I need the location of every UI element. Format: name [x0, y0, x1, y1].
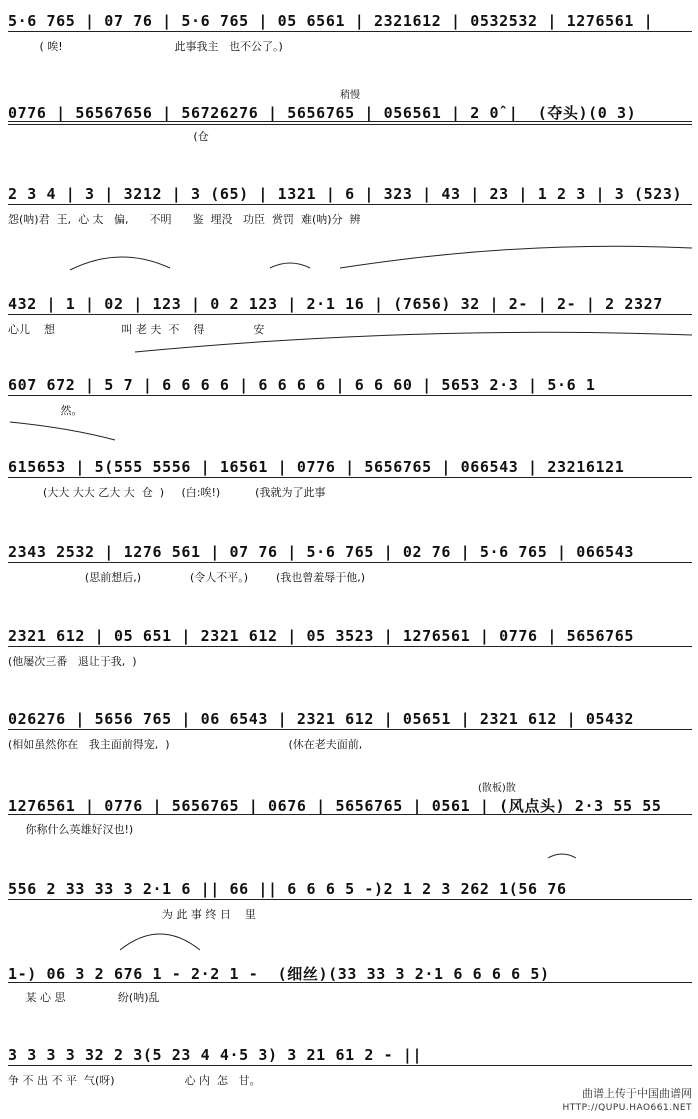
beat-underline: [8, 121, 692, 122]
watermark: [563, 1087, 692, 1115]
beat-underline: [8, 477, 692, 478]
notes: 2 3 4 | 3 | 3212 | 3 (65) | 1321 | 6 | 323 | 43 | 23 | 1 2 3 | 3 (523): [8, 185, 683, 203]
watermark-text: 曲谱上传于中国曲谱网: [582, 1087, 692, 1100]
beat-underline: [8, 1065, 692, 1066]
lyrics: (相如虽然你在 我主面前得宠, ) (休在老夫面前,: [8, 738, 363, 751]
notes: 1276561 | 0776 | 5656765 | 0676 | 5656765 | 0561 | (风点头) 2·3 55 55: [8, 797, 662, 815]
beat-underline: [8, 124, 692, 125]
lyrics: (思前想后,) (令人不平。) (我也曾羞辱于他,): [8, 571, 366, 584]
notes: 026276 | 5656 765 | 06 6543 | 2321 612 | 05651 | 2321 612 | 05432: [8, 710, 634, 728]
beat-underline: [8, 729, 692, 730]
lyrics: 争 不 出 不 平 气(呀) 心 内 怎 甘。: [8, 1074, 261, 1087]
beat-underline: [8, 899, 692, 900]
lyrics: 你称什么英雄好汉也!): [8, 823, 134, 836]
lyrics: 为 此 事 终 日 里: [8, 908, 256, 921]
lyrics: (仓: [8, 130, 209, 143]
lyrics: 怨(呐)君 王, 心 太 偏, 不明 鉴 埋没 功臣 赏罚 难(呐)分 辨: [8, 213, 361, 226]
beat-underline: [8, 204, 692, 205]
tempo-mark: (散板)散: [478, 783, 516, 794]
lyrics: 心儿 想 叫 老 夫 不 得 安: [8, 323, 265, 336]
notes: 1-) 06 3 2 676 1 - 2·2 1 - (细丝)(33 33 3 2·1 6 6 6 6 5): [8, 965, 550, 983]
notes: 615653 | 5(555 5556 | 16561 | 0776 | 5656765 | 066543 | 23216121: [8, 458, 625, 476]
notes: 432 | 1 | 02 | 123 | 0 2 123 | 2·1 16 | (7656) 32 | 2- | 2- | 2 2327: [8, 295, 663, 313]
notes: 2343 2532 | 1276 561 | 07 76 | 5·6 765 | 02 76 | 5·6 765 | 066543: [8, 543, 634, 561]
lyrics: 某 心 思 纷(呐)乱: [8, 991, 160, 1004]
notes: 607 672 | 5 7 | 6 6 6 6 | 6 6 6 6 | 6 6 60 | 5653 2·3 | 5·6 1: [8, 376, 596, 394]
lyrics: (他屡次三番 退让于我, ): [8, 655, 137, 668]
notes: 5·6 765 | 07 76 | 5·6 765 | 05 6561 | 2321612 | 0532532 | 1276561 |: [8, 12, 654, 30]
beat-underline: [8, 814, 692, 815]
notes: 0776 | 56567656 | 56726276 | 5656765 | 056561 | 2 0̂ | (夺头)(0 3): [8, 104, 637, 122]
lyrics: ( 唉! 此事我主 也不公了。): [8, 40, 283, 53]
lyrics: (大大 大大 乙大 大 仓 ) (白:唉!) (我就为了此事: [8, 486, 326, 499]
beat-underline: [8, 314, 692, 315]
beat-underline: [8, 31, 692, 32]
watermark-url: HTTP://QUPU.HAO661.NET: [562, 1103, 692, 1113]
tempo-mark: 稍慢: [340, 90, 360, 101]
notes: 556 2 33 33 3 2·1 6 || 66 || 6 6 6 5 -)2 1 2 3 262 1(56 76: [8, 880, 567, 898]
notes: 3 3 3 3 32 2 3(5 23 4 4·5 3) 3 21 61 2 - ||: [8, 1046, 423, 1064]
beat-underline: [8, 562, 692, 563]
beat-underline: [8, 982, 692, 983]
notes: 2321 612 | 05 651 | 2321 612 | 05 3523 | 1276561 | 0776 | 5656765: [8, 627, 634, 645]
lyrics: 然。: [8, 404, 83, 417]
beat-underline: [8, 646, 692, 647]
beat-underline: [8, 395, 692, 396]
